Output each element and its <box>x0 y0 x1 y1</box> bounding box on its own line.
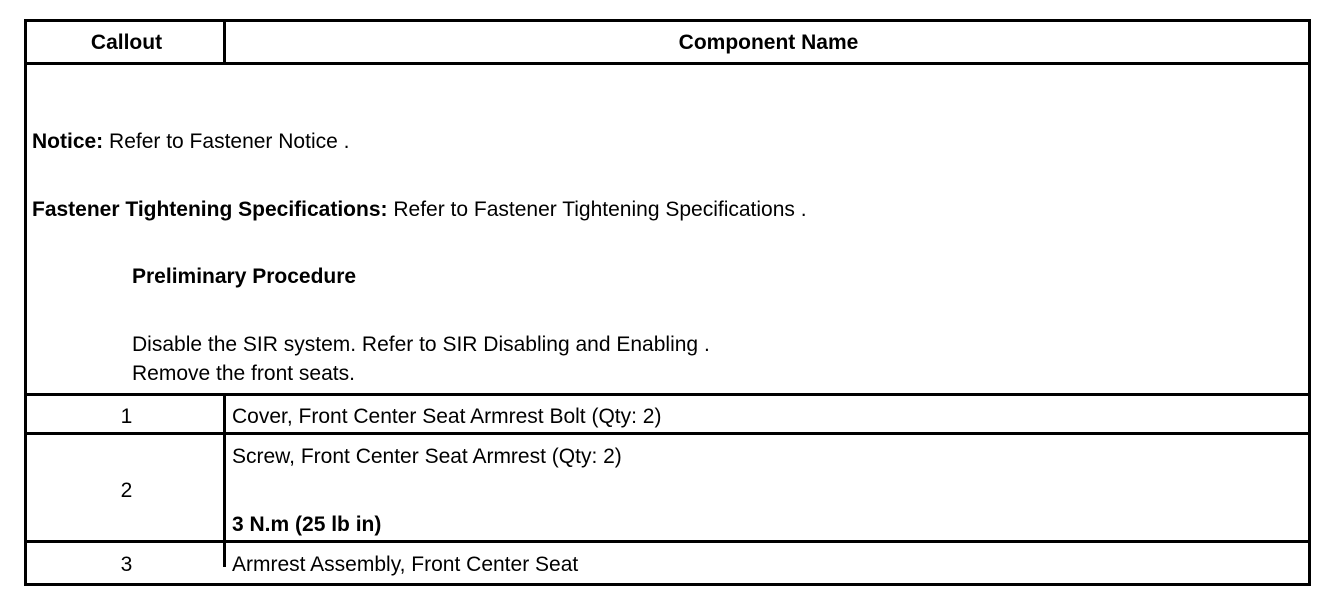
header-divider <box>223 22 226 62</box>
prelim-step: Remove the front seats. <box>132 362 355 385</box>
notice-line <box>32 130 349 154</box>
row-component-name: Armrest Assembly, Front Center Seat <box>232 553 579 576</box>
row-callout: 2 <box>120 479 133 502</box>
row-callout: 3 <box>120 553 133 576</box>
prelim-title: Preliminary Procedure <box>132 265 357 288</box>
spec-line <box>32 198 807 222</box>
row-torque: 3 N.m (25 lb in) <box>232 513 382 536</box>
header-component-name: Component Name <box>678 31 859 54</box>
row-component-name: Screw, Front Center Seat Armrest (Qty: 2) <box>232 445 622 468</box>
spec-text: Refer to Fastener Tightening Specifications . <box>387 198 807 221</box>
row-callout: 1 <box>120 405 133 428</box>
row-rule <box>27 432 1308 435</box>
notice-text: Refer to Fastener Notice . <box>103 130 350 153</box>
intro-rule <box>27 393 1308 396</box>
component-table <box>24 19 1311 586</box>
header-rule <box>27 62 1308 65</box>
row-component-name: Cover, Front Center Seat Armrest Bolt (Qty: 2) <box>232 405 662 428</box>
spec-label: Fastener Tightening Specifications: <box>32 198 388 221</box>
row-rule <box>27 540 1308 543</box>
header-callout: Callout <box>90 31 163 54</box>
notice-label: Notice: <box>32 130 104 153</box>
prelim-step: Disable the SIR system. Refer to SIR Disabling and Enabling . <box>132 333 710 356</box>
